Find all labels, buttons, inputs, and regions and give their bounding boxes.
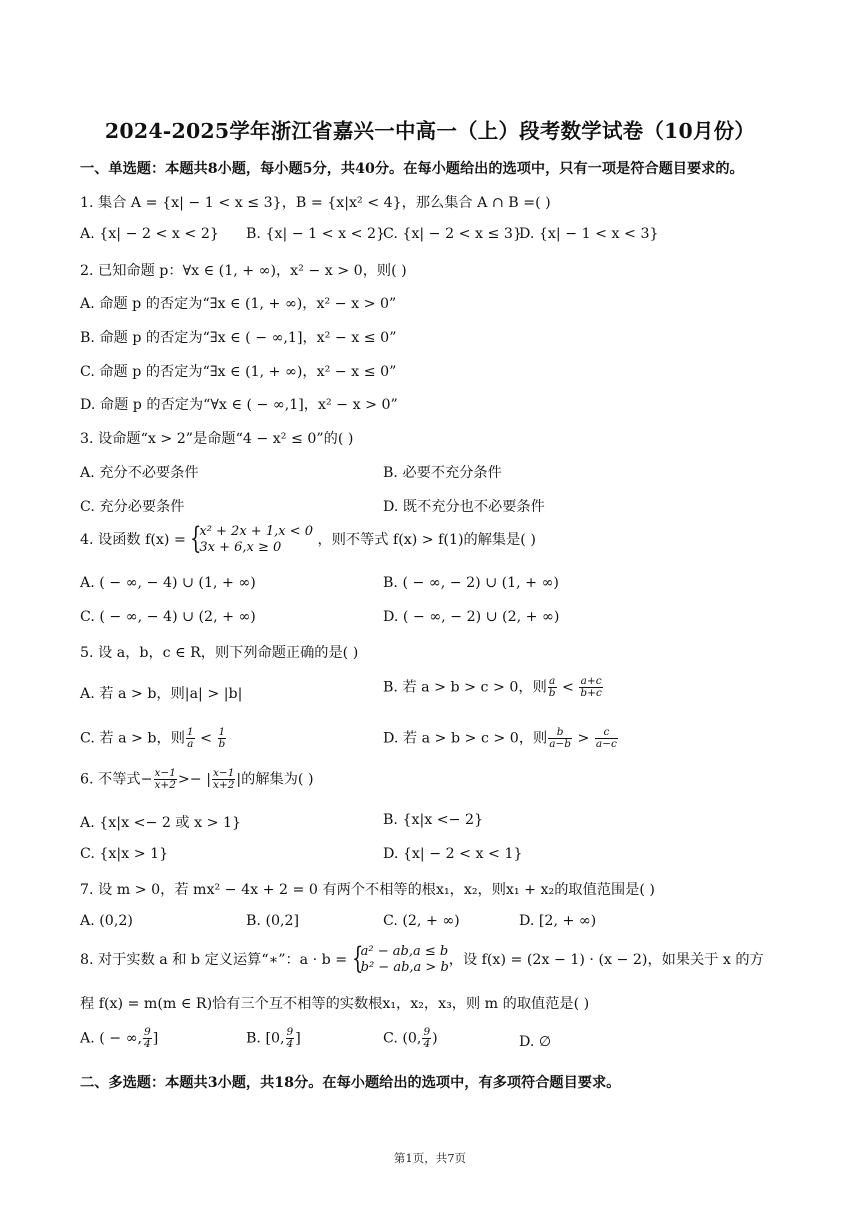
question-8-line-2: 程 f(x) = m(m ∈ R)恰有三个互不相等的实数根x₁，x₂，x₃，则 m 的取值范是( ) bbox=[80, 996, 590, 1012]
q6-suffix: |的解集为( ) bbox=[236, 771, 314, 788]
q1-option-a: A. {x| − 2 < x < 2} bbox=[80, 226, 219, 242]
q3-option-a: A. 充分不必要条件 bbox=[80, 465, 199, 481]
q7-option-a: A. (0,2) bbox=[80, 913, 133, 929]
question-4 bbox=[80, 521, 536, 556]
question-3: 3. 设命题“x > 2”是命题“4 − x² ≤ 0”的( ) bbox=[80, 431, 354, 447]
bracket: ] bbox=[152, 1030, 159, 1047]
denominator: 4 bbox=[423, 1038, 431, 1050]
relation: < bbox=[562, 679, 574, 696]
q6-option-b: B. {x|x <− 2} bbox=[383, 812, 484, 828]
q2-option-b: B. 命题 p 的否定为“∃x ∈ ( − ∞,1]，x² − x ≤ 0” bbox=[80, 330, 397, 346]
numerator: a bbox=[549, 675, 556, 687]
question-6 bbox=[80, 768, 314, 791]
q4-case-1: x² + 2x + 1,x < 0 bbox=[199, 524, 313, 539]
numerator: x−1 bbox=[154, 767, 176, 779]
q8-option-c bbox=[383, 1027, 438, 1050]
q5-option-a: A. 若 a > b，则|a| > |b| bbox=[80, 686, 243, 702]
q2-option-d: D. 命题 p 的否定为“∀x ∈ ( − ∞,1]，x² − x > 0” bbox=[80, 397, 398, 413]
q8-middle: ，设 f(x) = (2x − 1) · (x − 2)，如果关于 x 的方 bbox=[448, 952, 764, 968]
q8-option-a-text: A. ( − ∞, bbox=[80, 1030, 143, 1047]
bracket: ) bbox=[432, 1030, 438, 1047]
q1-option-d: D. {x| − 1 < x < 3} bbox=[519, 226, 659, 242]
numerator: 9 bbox=[144, 1026, 151, 1038]
fraction bbox=[548, 676, 557, 699]
q8-option-d: D. ∅ bbox=[519, 1034, 552, 1050]
denominator: x+2 bbox=[212, 779, 235, 791]
denominator: a bbox=[187, 738, 194, 750]
denominator: x+2 bbox=[154, 779, 176, 791]
q8-option-a bbox=[80, 1027, 158, 1050]
q2-option-c: C. 命题 p 的否定为“∃x ∈ (1, + ∞)，x² − x ≤ 0” bbox=[80, 364, 397, 380]
relation: < bbox=[200, 730, 212, 747]
q4-case-2: 3x + 6,x ≥ 0 bbox=[199, 540, 282, 555]
q1-option-b: B. {x| − 1 < x < 2} bbox=[246, 226, 386, 242]
question-1: 1. 集合 A = {x| − 1 < x ≤ 3}，B = {x|x² < 4}，那么集合 A ∩ B =( ) bbox=[80, 195, 551, 211]
q3-option-d: D. 既不充分也不必要条件 bbox=[383, 499, 545, 515]
question-8 bbox=[80, 941, 800, 976]
question-5: 5. 设 a，b，c ∈ R，则下列命题正确的是( ) bbox=[80, 645, 359, 661]
denominator: a−c bbox=[595, 738, 617, 750]
q6-option-d: D. {x| − 2 < x < 1} bbox=[383, 846, 523, 862]
fraction bbox=[422, 1027, 431, 1050]
exam-title: 2024-2025学年浙江省嘉兴一中高一（上）段考数学试卷（10月份） bbox=[104, 119, 756, 143]
fraction bbox=[186, 727, 195, 750]
numerator: x−1 bbox=[212, 767, 235, 779]
denominator: 4 bbox=[286, 1038, 294, 1050]
q5-option-c-text: C. 若 a > b，则 bbox=[80, 730, 185, 747]
numerator: b bbox=[548, 727, 572, 739]
q4-option-b: B. ( − ∞, − 2) ∪ (1, + ∞) bbox=[383, 575, 559, 591]
q4-option-d: D. ( − ∞, − 2) ∪ (2, + ∞) bbox=[383, 609, 560, 625]
fraction bbox=[218, 727, 227, 750]
q7-option-c: C. (2, + ∞) bbox=[383, 913, 460, 929]
fraction bbox=[548, 727, 572, 750]
q8-prefix: 8. 对于实数 a 和 b 定义运算“∗”：a · b = bbox=[80, 952, 348, 968]
fraction bbox=[143, 1027, 152, 1050]
page-footer: 第1页，共7页 bbox=[393, 1151, 467, 1165]
q7-option-d: D. [2, + ∞) bbox=[519, 913, 597, 929]
section-single-choice-heading: 一、单选题：本题共8小题，每小题5分，共40分。在每小题给出的选项中，只有一项是符合题目要求的。 bbox=[80, 161, 744, 177]
q4-option-a: A. ( − ∞, − 4) ∪ (1, + ∞) bbox=[80, 575, 256, 591]
q8-option-c-text: C. (0, bbox=[383, 1030, 422, 1047]
numerator: c bbox=[595, 727, 618, 739]
brace-icon: { bbox=[190, 521, 202, 556]
q4-prefix: 4. 设函数 f(x) = bbox=[80, 532, 186, 548]
q3-option-c: C. 充分必要条件 bbox=[80, 499, 185, 515]
denominator: b bbox=[548, 687, 556, 699]
q5-option-d bbox=[383, 727, 619, 750]
q5-option-d-text: D. 若 a > b > c > 0，则 bbox=[383, 730, 548, 747]
fraction bbox=[579, 676, 602, 699]
q8-case-1: a² − ab,a ≤ b bbox=[360, 944, 449, 959]
bracket: ] bbox=[295, 1030, 301, 1047]
q7-option-b: B. (0,2] bbox=[246, 913, 300, 929]
denominator: a−b bbox=[549, 738, 571, 750]
q3-option-b: B. 必要不充分条件 bbox=[383, 465, 502, 481]
numerator: 9 bbox=[423, 1026, 431, 1038]
numerator: 1 bbox=[186, 726, 194, 738]
denominator: 4 bbox=[144, 1038, 151, 1050]
numerator: 1 bbox=[218, 726, 226, 738]
fraction bbox=[212, 768, 235, 791]
denominator: b+c bbox=[580, 687, 602, 699]
q8-option-b-text: B. [0, bbox=[246, 1030, 285, 1047]
q4-piecewise bbox=[190, 521, 313, 556]
q2-option-a: A. 命题 p 的否定为“∃x ∈ (1, + ∞)，x² − x > 0” bbox=[80, 296, 397, 312]
question-2: 2. 已知命题 p：∀x ∈ (1, + ∞)，x² − x > 0，则( ) bbox=[80, 263, 407, 279]
q6-option-c: C. {x|x > 1} bbox=[80, 846, 169, 862]
brace-icon: { bbox=[351, 941, 364, 976]
fraction bbox=[595, 727, 618, 750]
q4-suffix: ，则不等式 f(x) > f(1)的解集是( ) bbox=[317, 532, 536, 548]
q6-option-a: A. {x|x <− 2 或 x > 1} bbox=[80, 815, 242, 831]
q5-option-c bbox=[80, 727, 227, 750]
q1-option-c: C. {x| − 2 < x ≤ 3} bbox=[383, 226, 522, 242]
q8-option-b bbox=[246, 1027, 301, 1050]
numerator: a+c bbox=[580, 675, 602, 687]
numerator: 9 bbox=[286, 1026, 294, 1038]
section-multiple-choice-heading: 二、多选题：本题共3小题，共18分。在每小题给出的选项中，有多项符合题目要求。 bbox=[80, 1075, 621, 1091]
q6-middle: >− | bbox=[177, 771, 211, 788]
q5-option-b-text: B. 若 a > b > c > 0，则 bbox=[383, 679, 547, 696]
q6-prefix: 6. 不等式− bbox=[80, 771, 153, 788]
denominator: b bbox=[218, 738, 226, 750]
q4-option-c: C. ( − ∞, − 4) ∪ (2, + ∞) bbox=[80, 609, 256, 625]
q8-piecewise bbox=[351, 941, 449, 976]
relation: > bbox=[577, 730, 590, 747]
question-7: 7. 设 m > 0，若 mx² − 4x + 2 = 0 有两个不相等的根x₁，x₂，则x₁ + x₂的取值范围是( ) bbox=[80, 882, 655, 898]
fraction bbox=[286, 1027, 295, 1050]
q8-case-2: b² − ab,a > b bbox=[360, 960, 449, 975]
q5-option-b bbox=[383, 676, 604, 699]
fraction bbox=[154, 768, 177, 791]
